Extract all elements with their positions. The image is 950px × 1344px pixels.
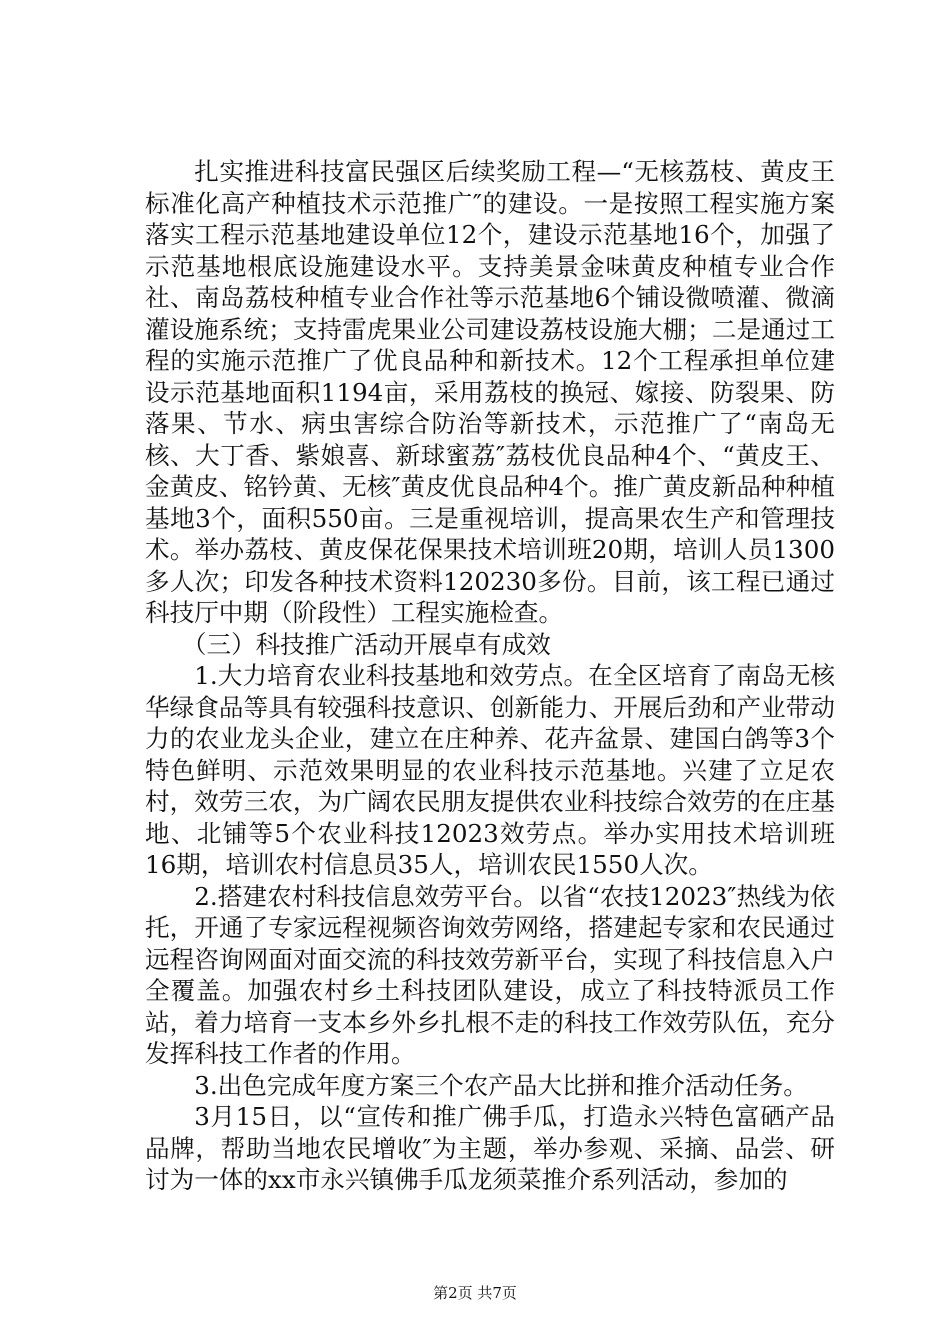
paragraph-march-event: 3月15日，以“宣传和推广佛手瓜，打造永兴特色富硒产品品牌，帮助当地农民增收″为主题，举办参观、采摘、品尝、研讨为一体的xx市永兴镇佛手瓜龙须菜推介系列活动，参加的 bbox=[145, 1102, 835, 1194]
paragraph-demonstration-project: 扎实推进科技富民强区后续奖励工程—“无核荔枝、黄皮王标准化高产种植技术示范推广″的建设。一是按照工程实施方案落实工程示范基地建设单位12个，建设示范基地16个，加强了示范基地根底设施建设水平。支持美景金味黄皮种植专业合作社、南岛荔枝种植专业合作社等示范基地6个铺设微喷灌、微滴灌设施系统；支持雷虎果业公司建设荔枝设施大棚；二是通过工程的实施示范推广了优良品种和新技术。12个工程承担单位建设示范基地面积1194亩，采用荔枝的换冠、嫁接、防裂果、防落果、节水、病虫害综合防治等新技术，示范推广了“南岛无核、大丁香、紫娘喜、新球蜜荔″荔枝优良品种4个、“黄皮王、金黄皮、铭钤黄、无核″黄皮优良品种4个。推广黄皮新品种种植基地3个，面积550亩。三是重视培训，提高果农生产和管理技术。举办荔枝、黄皮保花保果技术培训班20期，培训人员1300多人次；印发各种技术资料120230多份。目前，该工程已通过科技厅中期（阶段性）工程实施检查。 bbox=[145, 157, 835, 627]
paragraph-item-3-contest: 3.出色完成年度方案三个农产品大比拼和推介活动任务。 bbox=[194, 1070, 808, 1100]
document-body bbox=[145, 156, 835, 1196]
paragraph-item-2-platform: 2.搭建农村科技信息效劳平台。以省“农技12023″热线为依托，开通了专家远程视频咨询效劳网络，搭建起专家和农民通过远程咨询网面对面交流的科技效劳新平台，实现了科技信息入户全覆盖。加强农村乡土科技团队建设，成立了科技特派员工作站，着力培育一支本乡外乡扎根不走的科技工作效劳队伍，充分发挥科技工作者的作用。 bbox=[145, 881, 835, 1068]
paragraph-item-1-bases: 1.大力培育农业科技基地和效劳点。在全区培育了南岛无核华绿食品等具有较强科技意识、创新能力、开展后劲和产业带动力的农业龙头企业，建立在庄种养、花卉盆景、建国白鸽等3个特色鲜明、示范效果明显的农业科技示范基地。兴建了立足农村，效劳三农，为广阔农民朋友提供农业科技综合效劳的在庄基地、北铺等5个农业科技12023效劳点。举办实用技术培训班16期，培训农村信息员35人，培训农民1550人次。 bbox=[145, 661, 835, 879]
section-heading-tech-promotion: （三）科技推广活动开展卓有成效 bbox=[181, 629, 551, 659]
page-footer: 第2页 共7页 bbox=[433, 1284, 517, 1302]
